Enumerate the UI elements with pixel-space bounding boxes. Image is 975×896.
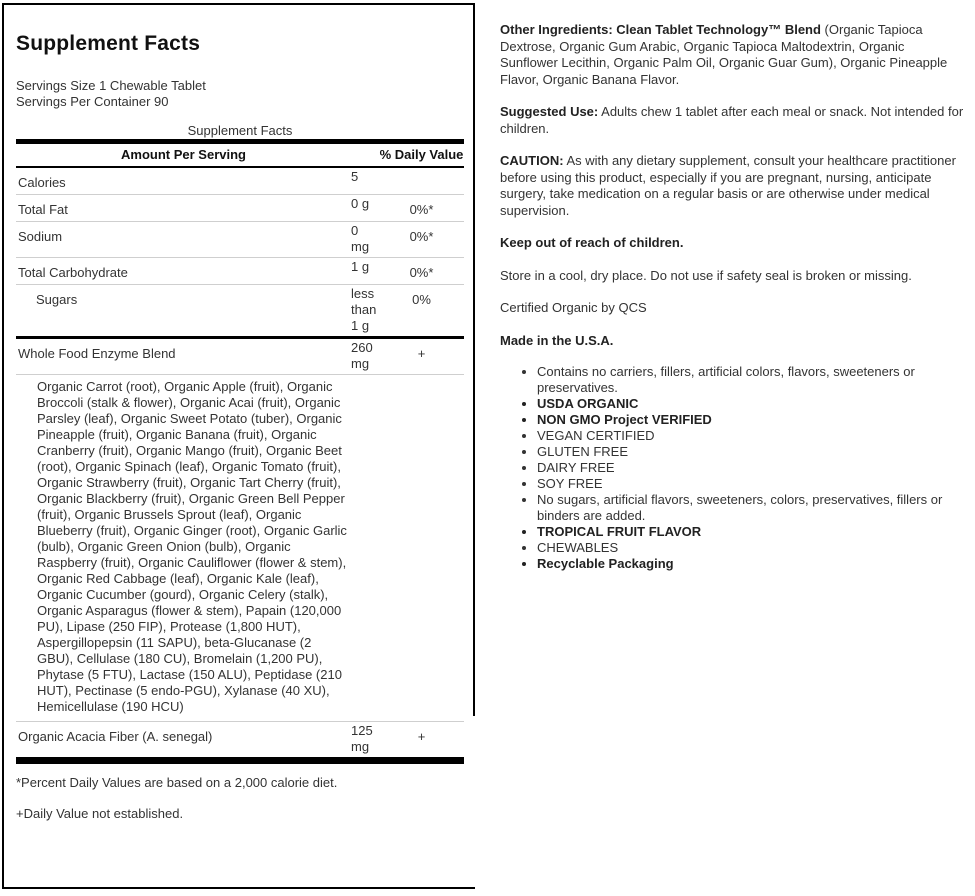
nutrient-amount: 125 mg xyxy=(351,723,373,754)
suggested-use-paragraph: Suggested Use: Adults chew 1 tablet after each meal or snack. Not intended for children. xyxy=(500,104,964,136)
footnote-daily-value-not-established: +Daily Value not established. xyxy=(16,806,184,821)
nutrient-daily-value: + xyxy=(417,729,426,744)
serving-size-line: Servings Size 1 Chewable Tablet xyxy=(16,78,206,93)
nutrient-row-acacia-fiber xyxy=(16,722,464,761)
nutrient-label: Total Carbohydrate xyxy=(18,265,128,280)
nutrient-row-calories xyxy=(16,167,464,195)
nutrient-label: Whole Food Enzyme Blend xyxy=(18,346,176,361)
panel-right-border xyxy=(473,5,475,716)
feature-tropical-fruit-flavor: • TROPICAL FRUIT FLAVOR xyxy=(537,524,965,540)
nutrient-row-total-fat xyxy=(16,195,464,222)
enzyme-blend-ingredients: Organic Carrot (root), Organic Apple (fruit), Organic Broccoli (stalk & flower), Organic Acai (fruit), Organic Parsley (leaf), Organic Sweet Potato (tuber), Organic Pineapple (fruit), Organic Banana (fruit), Organic Cranberry (fruit), Organic Mango (fruit), Organic Beet (root), Organic Spinach (leaf), Organic Tomato (fruit), Organic Strawberry (fruit), Organic Tart Cherry (fruit), Organic Blackberry (fruit), Organic Green Bell Pepper (fruit), Organic Brussels Sprout (leaf), Organic Blueberry (fruit), Organic Ginger (root), Organic Garlic (bulb), Organic Green Onion (bulb), Organic Raspberry (fruit), Organic Cauliflower (flower & stem), Organic Red Cabbage (leaf), Organic Kale (leaf), Organic Cucumber (gourd), Organic Celery (stalk), Organic Asparagus (flower & stem), Papain (120,000 PU), Lipase (250 FIP), Protease (1,800 HUT), Aspergillopepsin (11 SAPU), beta-Glucanase (2 GBU), Cellulase (180 CU), Bromelain (1,200 PU), Phytase (5 FTU), Lactase (150 ALU), Peptidase (210 HUT), Pectinase (5 endo-PGU), Xylanase (40 XU), Hemicellulase (190 HCU) xyxy=(37,379,347,714)
nutrient-amount: 1 g xyxy=(351,259,370,274)
keep-out-of-reach-paragraph: Keep out of reach of children. xyxy=(500,235,684,250)
nutrient-label: Sodium xyxy=(18,229,63,244)
nutrient-amount: 260 mg xyxy=(351,340,373,371)
nutrient-label: Organic Acacia Fiber (A. senegal) xyxy=(18,729,213,744)
facts-table-caption: Supplement Facts xyxy=(187,123,293,138)
amount-header-spacer xyxy=(351,142,379,168)
nutrient-daily-value: + xyxy=(417,346,426,361)
nutrient-amount: less than 1 g xyxy=(351,286,377,333)
feature-usda-organic: • USDA ORGANIC xyxy=(537,396,965,412)
feature-dairy-free: • DAIRY FREE xyxy=(537,460,965,476)
feature-soy-free: • SOY FREE xyxy=(537,476,965,492)
servings-per-container-line: Servings Per Container 90 xyxy=(16,94,169,109)
amount-per-serving-header: Amount Per Serving xyxy=(121,147,246,162)
suggested-use-lead: Suggested Use: xyxy=(500,104,599,119)
feature-gluten-free: • GLUTEN FREE xyxy=(537,444,965,460)
other-ingredients-paragraph: Other Ingredients: Clean Tablet Technology™ Blend (Organic Tapioca Dextrose, Organic Gum Arabic, Organic Tapioca Maltodextrin, Organic Sunflower Lecithin, Organic Palm Oil, Organic Guar Gum), Organic Pineapple Flavor, Organic Banana Flavor. xyxy=(500,22,948,87)
enzyme-blend-ingredients-row xyxy=(16,375,464,722)
nutrient-daily-value: 0%* xyxy=(409,265,434,280)
feature-non-gmo: • NON GMO Project VERIFIED xyxy=(537,412,965,428)
nutrient-daily-value: 0%* xyxy=(409,202,434,217)
nutrient-daily-value xyxy=(379,167,464,195)
other-ingredients-lead: Other Ingredients: Clean Tablet Technology™ Blend xyxy=(500,22,821,37)
nutrient-daily-value: 0% xyxy=(412,292,431,307)
nutrient-label: Total Fat xyxy=(18,202,68,217)
nutrient-row-whole-food-enzyme-blend xyxy=(16,338,464,375)
made-in-usa-paragraph: Made in the U.S.A. xyxy=(500,332,614,348)
feature-vegan-certified: • VEGAN CERTIFIED xyxy=(537,428,965,444)
footnote-percent-daily-values: *Percent Daily Values are based on a 2,000 calorie diet. xyxy=(16,775,338,790)
caution-lead: CAUTION: xyxy=(500,153,564,168)
feature-recyclable-packaging: • Recyclable Packaging xyxy=(537,556,965,572)
nutrient-amount: 5 xyxy=(351,169,359,184)
nutrient-label: Calories xyxy=(18,175,66,190)
nutrient-daily-value: 0%* xyxy=(409,229,434,244)
caution-paragraph: CAUTION: As with any dietary supplement, consult your healthcare practitioner before using this product, especially if you are pregnant, nursing, anticipate surgery, take medication on a regular basis or are otherwise under medical supervision. xyxy=(500,153,956,218)
nutrient-row-total-carbohydrate xyxy=(16,258,464,285)
product-details-column xyxy=(500,6,965,572)
nutrient-row-sugars xyxy=(16,285,464,338)
daily-value-header: % Daily Value xyxy=(379,147,464,162)
nutrient-amount: 0 mg xyxy=(351,223,370,254)
nutrient-label: Sugars xyxy=(36,292,78,307)
supplement-facts-panel xyxy=(2,3,475,889)
feature-no-carriers: • Contains no carriers, fillers, artificial colors, flavors, sweeteners or preservatives. xyxy=(537,364,965,396)
product-features-list xyxy=(500,364,965,572)
facts-header-row xyxy=(16,142,464,168)
storage-paragraph: Store in a cool, dry place. Do not use if safety seal is broken or missing. xyxy=(500,267,912,283)
feature-no-sugars: • No sugars, artificial flavors, sweeteners, colors, preservatives, fillers or binders are added. xyxy=(537,492,965,524)
servings-info xyxy=(16,78,475,110)
nutrient-amount: 0 g xyxy=(351,196,370,211)
feature-chewables: • CHEWABLES xyxy=(537,540,965,556)
certified-organic-paragraph: Certified Organic by QCS xyxy=(500,300,647,315)
panel-title: Supplement Facts xyxy=(16,32,201,55)
nutrient-row-sodium xyxy=(16,222,464,258)
facts-table xyxy=(16,139,464,764)
